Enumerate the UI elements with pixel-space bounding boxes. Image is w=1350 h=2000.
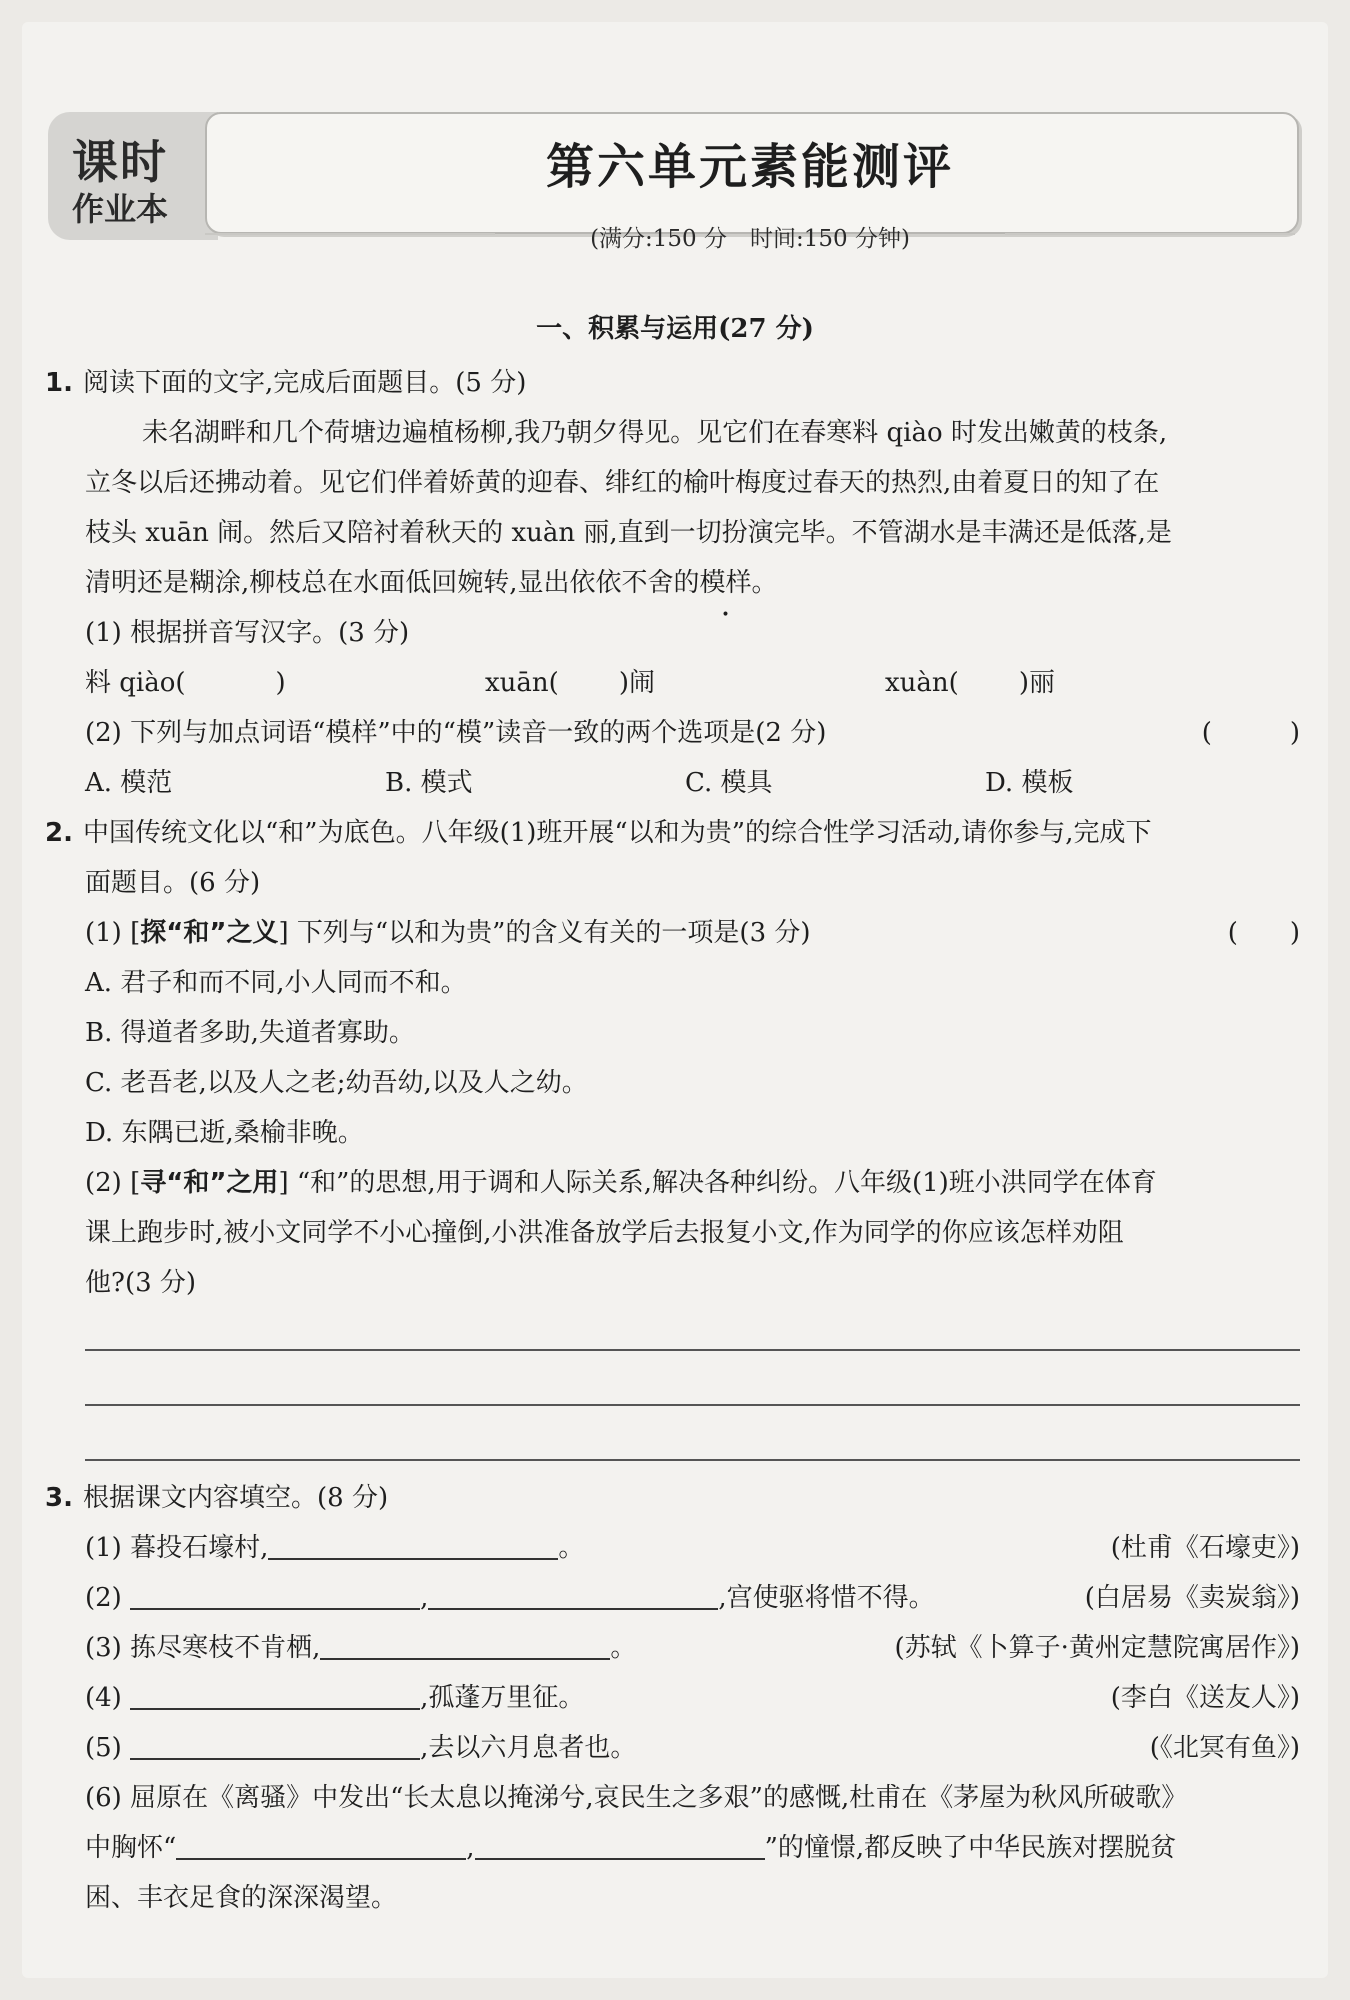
answer-line[interactable] bbox=[45, 1363, 1300, 1418]
fill-blank[interactable] bbox=[176, 1828, 466, 1860]
page-title: 第六单元素能测评 bbox=[545, 139, 954, 195]
pinyin-item[interactable] bbox=[85, 658, 286, 708]
q2-sub1-label: 探“和”之义 bbox=[140, 918, 279, 948]
q3-item-1 bbox=[45, 1523, 1300, 1573]
q1-passage-line bbox=[45, 558, 1300, 608]
q3-item-post: 。 bbox=[558, 1533, 585, 1563]
logo-line2: 作业本 bbox=[72, 190, 169, 228]
q3-item-pre: (4) bbox=[85, 1683, 131, 1713]
q3-item6-pre: 中胸怀“ bbox=[85, 1833, 177, 1863]
answer-line[interactable] bbox=[45, 1418, 1300, 1473]
pinyin-after: )丽 bbox=[1018, 668, 1055, 698]
q3-item-pre: (3) 拣尽寒枝不肯栖, bbox=[85, 1633, 321, 1663]
q1-passage-end: 。 bbox=[751, 568, 778, 598]
q1-passage-line: 枝头 xuān 闹。然后又陪衬着秋天的 xuàn 丽,直到一切扮演完毕。不管湖水是丰满还是低落,是 bbox=[85, 518, 1172, 548]
q3-item-source: (苏轼《卜算子·黄州定慧院寓居作》) bbox=[894, 1633, 1300, 1663]
logo-line1: 课时 bbox=[72, 135, 168, 189]
q1-options-row bbox=[45, 758, 1300, 808]
q2-sub2-line2: 课上跑步时,被小文同学不小心撞倒,小洪准备放学后去报复小文,作为同学的你应该怎样劝阻 bbox=[85, 1218, 1124, 1248]
fill-blank[interactable] bbox=[475, 1828, 765, 1860]
q3-item-3 bbox=[45, 1623, 1300, 1673]
q3-item-4 bbox=[45, 1673, 1300, 1723]
q3-item-post: ,宫使驱将惜不得。 bbox=[718, 1583, 935, 1613]
q2-prompt-line bbox=[45, 808, 1300, 858]
q1-prompt: 阅读下面的文字,完成后面题目。(5 分) bbox=[83, 368, 527, 398]
q1-dotted-word: 模样 bbox=[699, 568, 752, 598]
content bbox=[45, 358, 1300, 1923]
q3-item-pre: (2) bbox=[85, 1583, 131, 1613]
q1-prompt-line bbox=[45, 358, 1300, 408]
q2-prompt: 中国传统文化以“和”为底色。八年级(1)班开展“以和为贵”的综合性学习活动,请你参与,完成下 bbox=[83, 818, 1152, 848]
q3-item-5 bbox=[45, 1723, 1300, 1773]
q3-item-source: (李白《送友人》) bbox=[1110, 1683, 1300, 1713]
q3-item-source: (《北冥有鱼》) bbox=[1149, 1733, 1300, 1763]
q3-item-mid: , bbox=[420, 1583, 429, 1613]
q2-option-a[interactable]: A. 君子和而不同,小人同而不和。 bbox=[85, 968, 467, 998]
q1-passage-text: 清明还是糊涂,柳枝总在水面低回婉转,显出依依不舍的 bbox=[85, 568, 700, 598]
q3-item-6-line2 bbox=[45, 1823, 1300, 1873]
pinyin-after: )闹 bbox=[618, 668, 655, 698]
q3-item-pre: (5) bbox=[85, 1733, 131, 1763]
q2-sub1-pre: (1) [ bbox=[85, 918, 141, 948]
q2-sub1-line bbox=[45, 908, 1300, 958]
q3-item6-mid: , bbox=[466, 1833, 475, 1863]
q3-item6-post: ”的憧憬,都反映了中华民族对摆脱贫 bbox=[764, 1833, 1177, 1863]
subtitle-wrap bbox=[205, 220, 1295, 250]
pinyin-after: ) bbox=[275, 668, 286, 698]
q3-item-source: (白居易《卖炭翁》) bbox=[1084, 1583, 1300, 1613]
q2-sub2-line bbox=[45, 1158, 1300, 1208]
q2-option-c[interactable]: C. 老吾老,以及人之老;幼吾幼,以及人之幼。 bbox=[85, 1068, 588, 1098]
q2-option-d[interactable]: D. 东隅已逝,桑榆非晚。 bbox=[85, 1118, 364, 1148]
q2-prompt-line2: 面题目。(6 分) bbox=[85, 868, 261, 898]
pinyin-item[interactable] bbox=[885, 658, 1055, 708]
fill-blank[interactable] bbox=[428, 1578, 718, 1610]
q3-number: 3. bbox=[45, 1483, 73, 1513]
q3-item-pre: (1) 暮投石壕村, bbox=[85, 1533, 269, 1563]
option-a[interactable]: A. 模范 bbox=[85, 768, 173, 798]
subtitle: (满分:150 分 时间:150 分钟) bbox=[590, 226, 910, 252]
option-d[interactable]: D. 模板 bbox=[985, 768, 1074, 798]
q1-passage-line: 立冬以后还拂动着。见它们伴着娇黄的迎春、绯红的榆叶梅度过春天的热烈,由着夏日的知了在 bbox=[85, 468, 1160, 498]
q2-sub2-label: 寻“和”之用 bbox=[140, 1168, 279, 1198]
q1-sub2: (2) 下列与加点词语“模样”中的“模”读音一致的两个选项是(2 分) bbox=[85, 718, 827, 748]
pinyin-before: xuàn( bbox=[885, 668, 959, 698]
q3-item-post: ,孤蓬万里征。 bbox=[420, 1683, 585, 1713]
answer-line[interactable] bbox=[45, 1308, 1300, 1363]
q2-answer-paren[interactable]: ( ) bbox=[1227, 918, 1300, 948]
fill-blank[interactable] bbox=[130, 1578, 420, 1610]
pinyin-before: 料 qiào( bbox=[85, 668, 186, 698]
option-c[interactable]: C. 模具 bbox=[685, 768, 773, 798]
q1-sub2-line bbox=[45, 708, 1300, 758]
q2-number: 2. bbox=[45, 818, 73, 848]
fill-blank[interactable] bbox=[268, 1528, 558, 1560]
q3-item-post: ,去以六月息者也。 bbox=[420, 1733, 637, 1763]
option-b[interactable]: B. 模式 bbox=[385, 768, 473, 798]
section-title: 一、积累与运用(27 分) bbox=[536, 314, 814, 344]
q1-sub1: (1) 根据拼音写汉字。(3 分) bbox=[85, 618, 410, 648]
q2-sub1-post: ] 下列与“以和为贵”的含义有关的一项是(3 分) bbox=[278, 918, 811, 948]
q1-pinyin-row bbox=[45, 658, 1300, 708]
q3-item-6-line1: (6) 屈原在《离骚》中发出“长太息以掩涕兮,哀民生之多艰”的感慨,杜甫在《茅屋为秋风所破歌》 bbox=[85, 1783, 1188, 1813]
pinyin-item[interactable] bbox=[485, 658, 655, 708]
pinyin-before: xuān( bbox=[485, 668, 559, 698]
q2-sub2-pre: (2) [ bbox=[85, 1168, 141, 1198]
q3-prompt-line bbox=[45, 1473, 1300, 1523]
fill-blank[interactable] bbox=[130, 1728, 420, 1760]
q2-sub2-line3: 他?(3 分) bbox=[85, 1268, 197, 1298]
q3-prompt: 根据课文内容填空。(8 分) bbox=[83, 1483, 389, 1513]
logo bbox=[48, 112, 218, 240]
fill-blank[interactable] bbox=[320, 1628, 610, 1660]
q2-sub2-post: ] “和”的思想,用于调和人际关系,解决各种纠纷。八年级(1)班小洪同学在体育 bbox=[278, 1168, 1157, 1198]
q1-answer-paren[interactable]: ( ) bbox=[1201, 718, 1300, 748]
q3-item-2 bbox=[45, 1573, 1300, 1623]
q1-passage-line: 未名湖畔和几个荷塘边遍植杨柳,我乃朝夕得见。见它们在春寒料 qiào 时发出嫩黄的枝条, bbox=[142, 418, 1168, 448]
fill-blank[interactable] bbox=[130, 1678, 420, 1710]
q3-item-6-line3: 困、丰衣足食的深深渴望。 bbox=[85, 1883, 398, 1913]
q3-item-source: (杜甫《石壕吏》) bbox=[1110, 1533, 1300, 1563]
q2-option-b[interactable]: B. 得道者多助,失道者寡助。 bbox=[85, 1018, 415, 1048]
q3-item-post: 。 bbox=[610, 1633, 637, 1663]
q1-number: 1. bbox=[45, 368, 73, 398]
